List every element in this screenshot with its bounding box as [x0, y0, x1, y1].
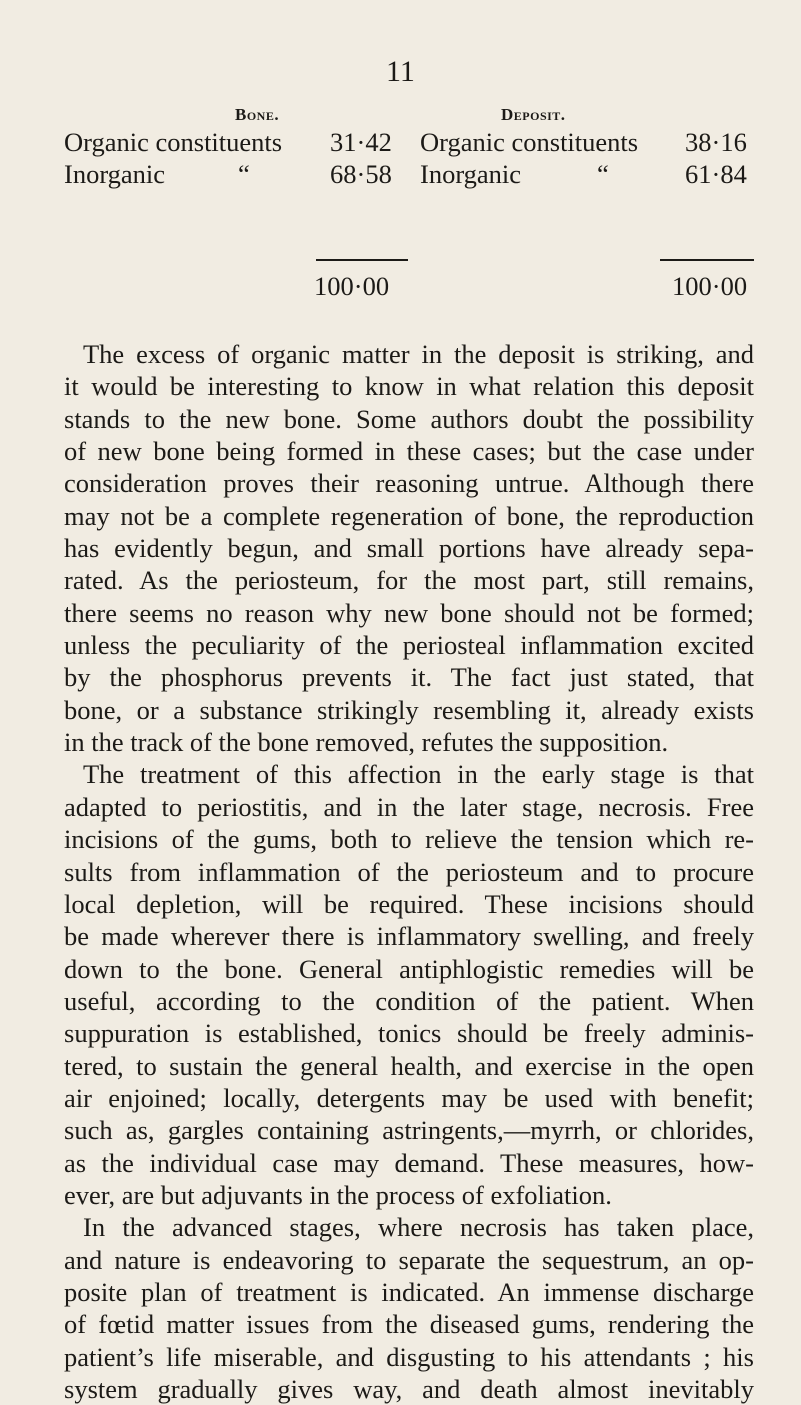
text-line: it would be interesting to know in what relation this deposit: [64, 371, 754, 402]
page-number: 11: [386, 55, 415, 88]
text-line: in the track of the bone removed, refutes the supposition.: [64, 727, 669, 758]
bone-sum-rule: [316, 259, 408, 261]
text-line: of fœtid matter issues from the diseased gums, rendering the: [64, 1309, 754, 1340]
text-line: system gradually gives way, and death almost inevitably: [64, 1374, 754, 1404]
body-text: [64, 338, 754, 1405]
deposit-inorganic-label: Inorganic: [420, 159, 522, 189]
deposit-total: 100·00: [672, 271, 748, 301]
text-line: unless the peculiarity of the periosteal inflammation excited: [64, 630, 754, 661]
bone-organic-label: Organic constituents: [64, 127, 283, 157]
text-line: and nature is endeavoring to separate the sequestrum, an op-: [64, 1244, 754, 1275]
text-line: patient’s life miserable, and disgusting to his attendants ; his: [64, 1341, 754, 1372]
text-line: such as, gargles containing astringents,—myrrh, or chlorides,: [64, 1115, 754, 1146]
deposit-ditto-mark: “: [597, 159, 609, 189]
text-line: has evidently begun, and small portions have already sepa-: [64, 533, 754, 564]
deposit-organic-label: Organic constituents: [420, 127, 639, 157]
text-line: In the advanced stages, where necrosis has taken place,: [83, 1212, 754, 1243]
bone-inorganic-label: Inorganic: [64, 159, 166, 189]
deposit-header: Deposit.: [501, 105, 566, 124]
text-line: incisions of the gums, both to relieve the tension which re-: [64, 824, 754, 855]
text-line: local depletion, will be required. These incisions should: [64, 888, 754, 919]
deposit-organic-value: 38·16: [685, 127, 747, 157]
text-line: posite plan of treatment is indicated. An immense discharge: [64, 1276, 754, 1307]
text-line: suppuration is established, tonics should be freely adminis-: [64, 1018, 754, 1049]
text-line: of new bone being formed in these cases; but the case under: [64, 436, 754, 467]
text-line: adapted to periostitis, and in the later stage, necrosis. Free: [64, 791, 754, 822]
text-line: rated. As the periosteum, for the most part, still remains,: [64, 565, 754, 596]
deposit-inorganic-value: 61·84: [685, 159, 747, 189]
bone-total: 100·00: [314, 271, 390, 301]
text-line: air enjoined; locally, detergents may be used with benefit;: [64, 1082, 754, 1113]
text-line: down to the bone. General antiphlogistic remedies will be: [64, 953, 754, 984]
text-line: The excess of organic matter in the deposit is striking, and: [83, 339, 754, 369]
text-line: tered, to sustain the general health, and exercise in the open: [64, 1050, 754, 1081]
text-line: sults from inflammation of the periosteum and to procure: [64, 856, 754, 887]
deposit-sum-rule: [660, 259, 754, 261]
text-line: consideration proves their reasoning untrue. Although there: [64, 468, 754, 499]
text-line: bone, or a substance strikingly resembling it, already exists: [64, 694, 754, 725]
text-line: as the individual case may demand. These measures, how-: [64, 1147, 754, 1178]
text-line: be made wherever there is inflammatory swelling, and freely: [64, 921, 754, 952]
text-line: there seems no reason why new bone should not be formed;: [64, 597, 754, 628]
text-line: ever, are but adjuvants in the process of exfoliation.: [64, 1179, 612, 1210]
text-line: may not be a complete regeneration of bone, the reproduction: [64, 500, 754, 531]
text-line: stands to the new bone. Some authors doubt the possibility: [64, 403, 754, 434]
text-line: by the phosphorus prevents it. The fact just stated, that: [64, 662, 754, 693]
text-line: The treatment of this affection in the early stage is that: [83, 759, 754, 790]
bone-organic-value: 31·42: [330, 127, 392, 157]
text-line: useful, according to the condition of the patient. When: [64, 985, 754, 1016]
bone-inorganic-value: 68·58: [330, 159, 392, 189]
bone-ditto-mark: “: [238, 159, 250, 189]
bone-header: Bone.: [235, 105, 280, 124]
